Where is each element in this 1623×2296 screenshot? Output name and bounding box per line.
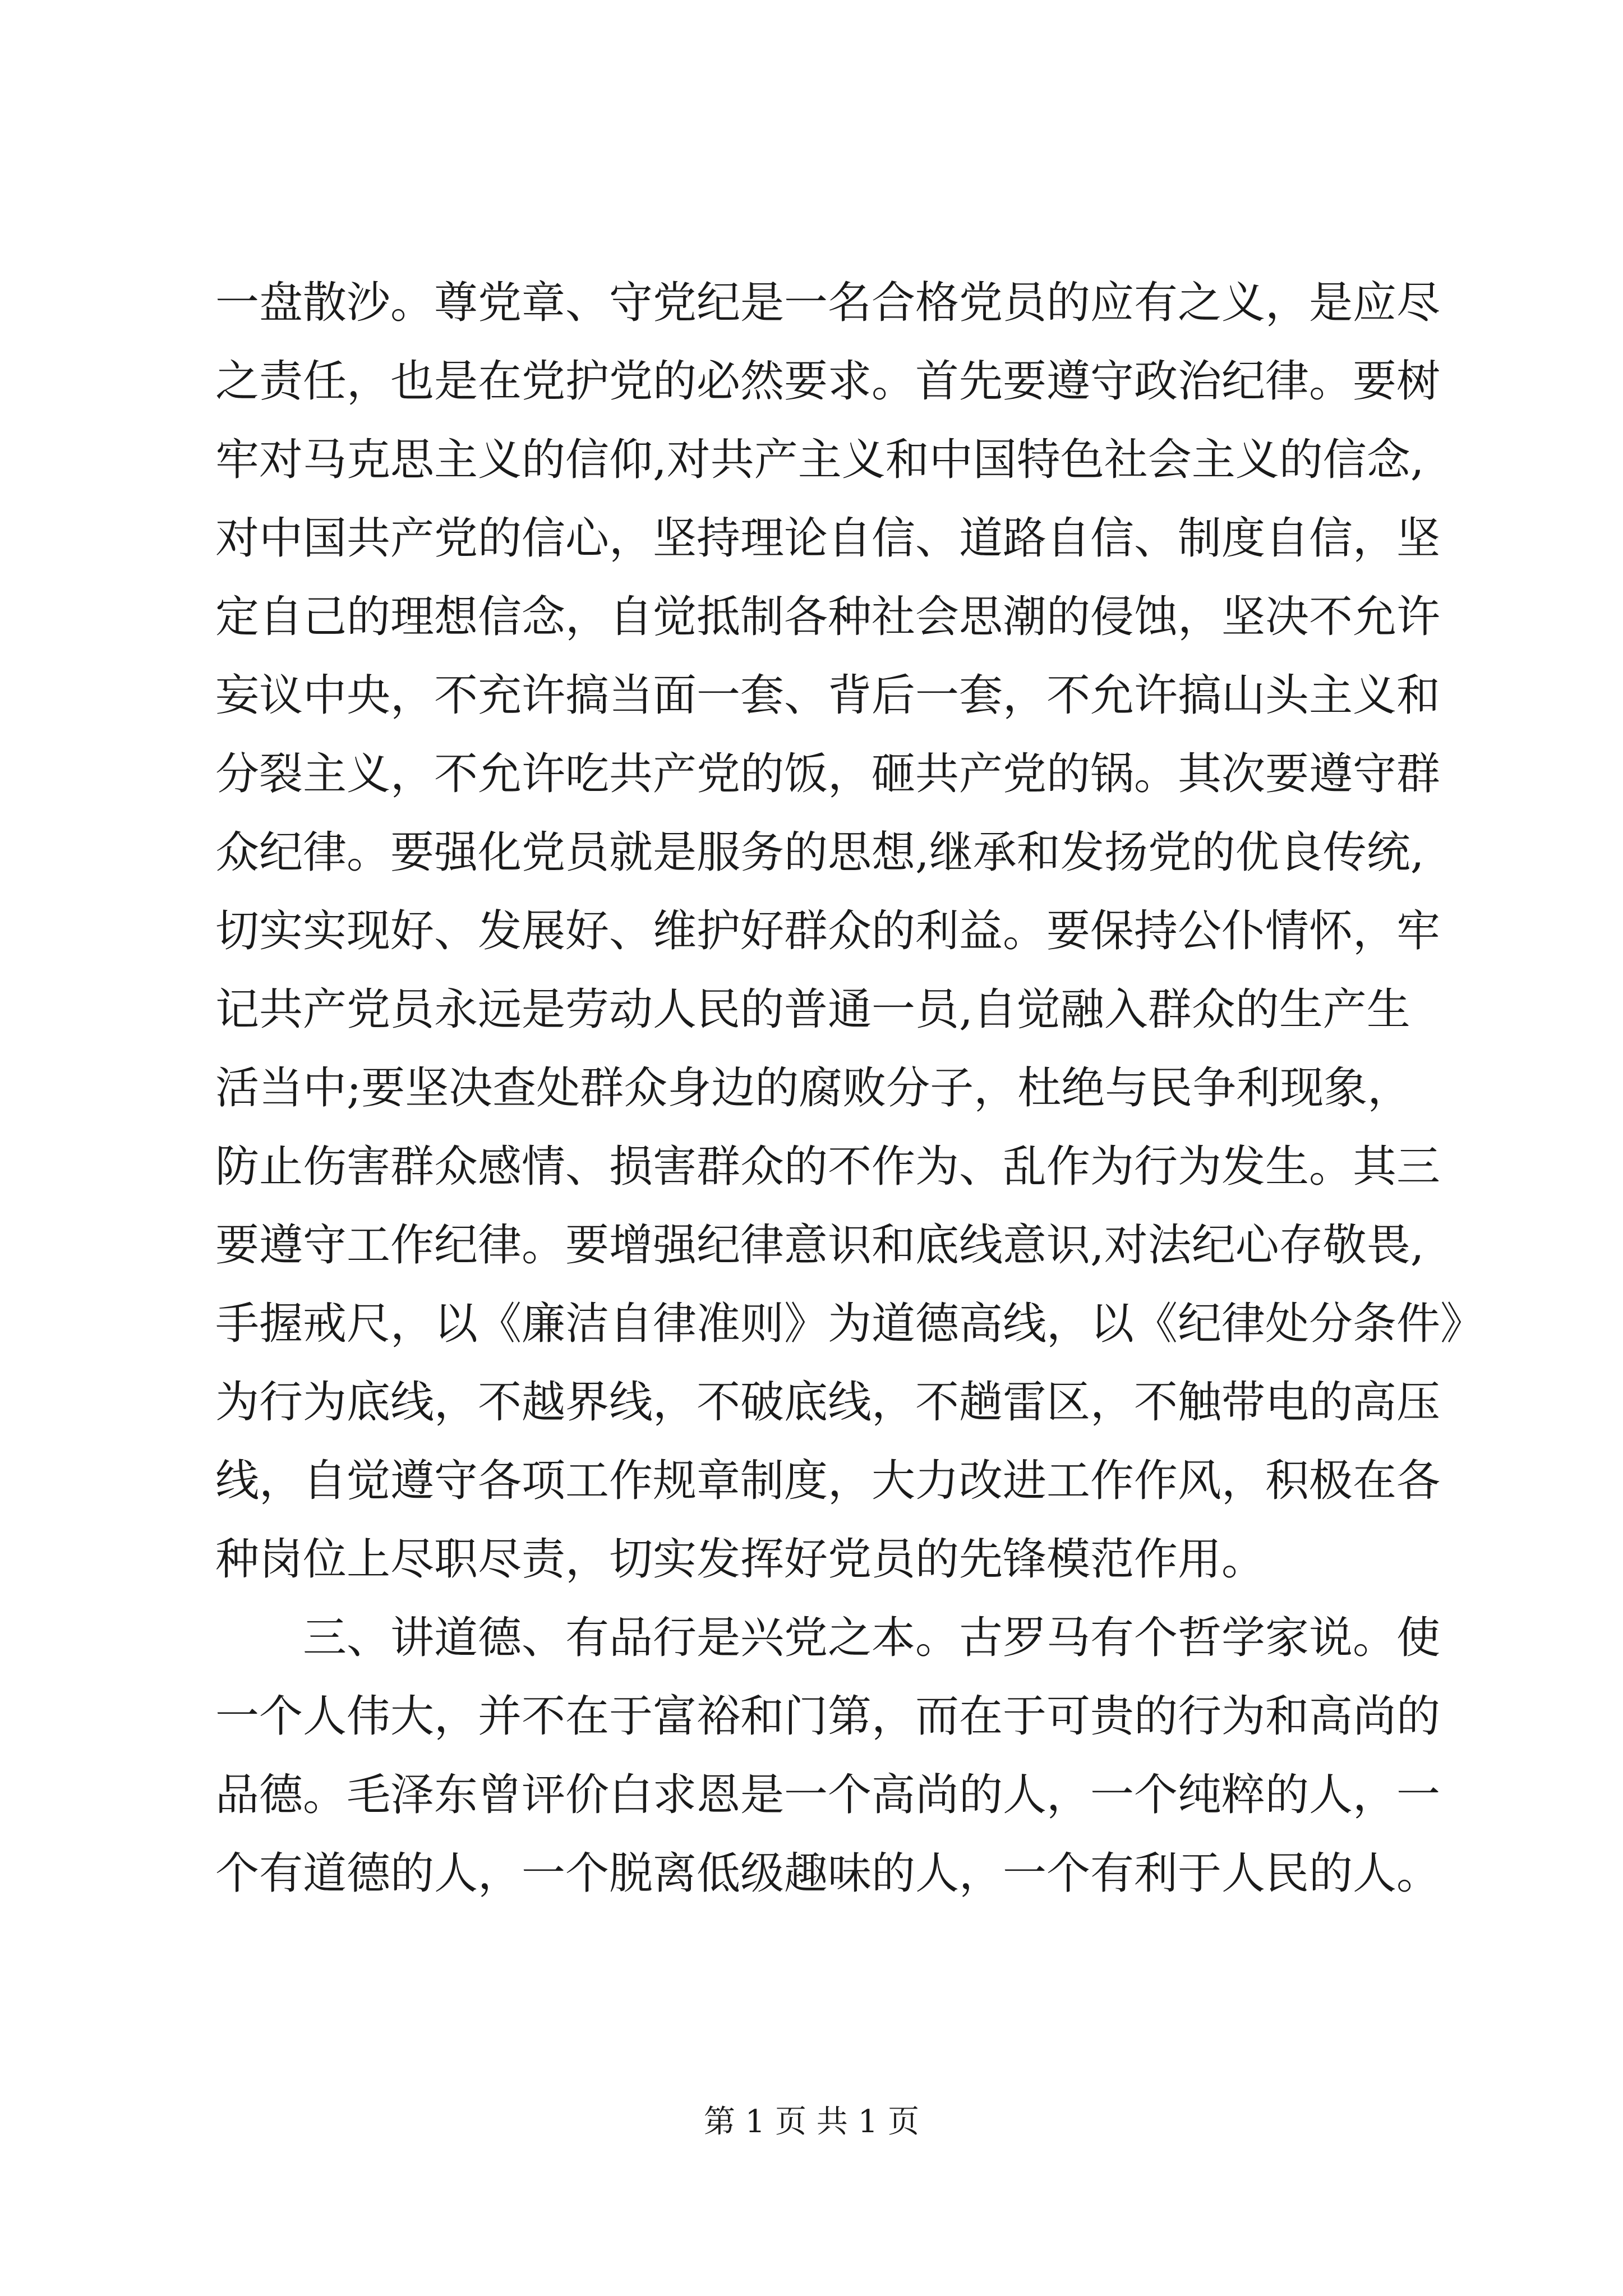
text-line: 种岗位上尽职尽责，切实发挥好党员的先锋模范作用。 (215, 1534, 1266, 1585)
text-line: 定自己的理想信念，自觉抵制各种社会思潮的侵蚀，坚决不允许 (215, 592, 1441, 642)
paragraph-first-line: 三、讲道德、有品行是兴党之本。古罗马有个哲学家说。使 (215, 1613, 1441, 1663)
text-line: 一盘散沙。尊党章、守党纪是一名合格党员的应有之义，是应尽 (215, 278, 1441, 328)
text-line: 之责任，也是在党护党的必然要求。首先要遵守政治纪律。要树 (215, 356, 1441, 407)
text-line: 牢对马克思主义的信仰,对共产主义和中国特色社会主义的信念, (215, 435, 1424, 485)
text-line: 妄议中央，不充许搞当面一套、背后一套，不允许搞山头主义和 (215, 670, 1441, 721)
text-line: 品德。毛泽东曾评价白求恩是一个高尚的人，一个纯粹的人，一 (215, 1770, 1441, 1820)
text-line: 活当中;要坚决查处群众身边的腐败分子，杜绝与民争利现象， (215, 1063, 1412, 1114)
text-line: 为行为底线，不越界线，不破底线，不趟雷区，不触带电的高压 (215, 1377, 1441, 1428)
text-line: 记共产党员永远是劳动人民的普通一员,自觉融入群众的生产生 (215, 984, 1410, 1035)
text-line: 手握戒尺，以《廉洁自律准则》为道德高线，以《纪律处分条件》 (215, 1299, 1484, 1349)
text-line: 分裂主义，不允许吃共产党的饭，砸共产党的锅。其次要遵守群 (215, 749, 1441, 799)
text-line: 切实实现好、发展好、维护好群众的利益。要保持公仆情怀，牢 (215, 906, 1441, 956)
text-line: 一个人伟大，并不在于富裕和门第，而在于可贵的行为和高尚的 (215, 1691, 1441, 1742)
text-line: 个有道德的人，一个脱离低级趣味的人，一个有利于人民的人。 (215, 1848, 1441, 1899)
text-line: 线，自觉遵守各项工作规章制度，大力改进工作作风，积极在各 (215, 1456, 1441, 1506)
text-line: 对中国共产党的信心，坚持理论自信、道路自信、制度自信，坚 (215, 513, 1441, 564)
text-line: 防止伤害群众感情、损害群众的不作为、乱作为行为发生。其三 (215, 1142, 1441, 1192)
body-text (215, 264, 1500, 1913)
page-footer: 第 1 页 共 1 页 (703, 2104, 920, 2140)
text-line: 要遵守工作纪律。要增强纪律意识和底线意识,对法纪心存敬畏, (215, 1220, 1424, 1271)
text-line: 众纪律。要强化党员就是服务的思想,继承和发扬党的优良传统, (215, 827, 1424, 878)
